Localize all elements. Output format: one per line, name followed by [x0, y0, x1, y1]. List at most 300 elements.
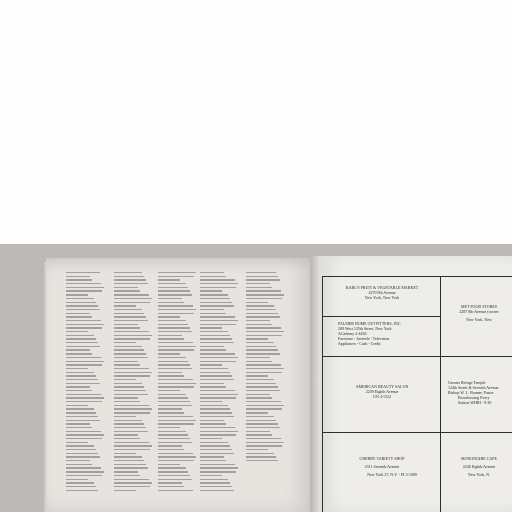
name-entry-line [200, 449, 232, 450]
name-entry-line [200, 405, 228, 406]
name-entry-line [158, 272, 196, 273]
name-entry-line [158, 283, 186, 284]
name-entry-line [200, 327, 222, 328]
name-entry-line [200, 302, 232, 303]
name-entry-line [66, 346, 100, 347]
name-entry-line [66, 442, 88, 443]
name-entry-line [114, 464, 146, 465]
name-entry-line [200, 294, 228, 295]
name-entry-line [66, 361, 104, 362]
name-entry-line [66, 364, 102, 365]
name-entry-line [114, 342, 136, 343]
name-entry-line [158, 313, 194, 314]
name-entry-line [246, 412, 268, 413]
name-entry-line [158, 471, 188, 472]
name-entry-line [114, 309, 142, 310]
name-entry-line [158, 316, 180, 317]
name-entry-line [158, 279, 180, 280]
name-entry-line [246, 313, 278, 314]
name-entry-line [158, 338, 184, 339]
name-entry-line [246, 386, 278, 387]
name-entry-line [200, 423, 226, 424]
name-entry-line [246, 331, 284, 332]
ad-line: 124th Street & Seventh Avenue [448, 385, 499, 390]
name-entry-line [246, 423, 278, 424]
name-entry-line [200, 309, 224, 310]
name-entry-line [114, 479, 149, 480]
name-entry-line [66, 349, 90, 350]
name-entry-line [114, 331, 149, 332]
name-entry-line [114, 320, 148, 321]
name-entry-line [114, 316, 146, 317]
name-entry-line [246, 394, 270, 395]
name-entry-line [246, 405, 284, 406]
name-entry-line [158, 456, 196, 457]
ad-line: 2270 8th Avenue [368, 290, 396, 295]
name-entry-line [200, 427, 235, 428]
name-entry-line [114, 383, 142, 384]
name-entry-line [200, 353, 235, 354]
name-entry-line [66, 327, 102, 328]
name-entry-line [114, 475, 140, 476]
name-entry-line [114, 442, 149, 443]
name-entry-line [200, 456, 224, 457]
name-entry-line [66, 431, 101, 432]
name-entry-line [200, 434, 236, 435]
name-entry-line [66, 298, 94, 299]
name-entry-line [158, 379, 193, 380]
name-entry-line [114, 397, 138, 398]
name-entry-line [246, 272, 276, 273]
name-entry-line [114, 279, 146, 280]
name-entry-line [158, 290, 190, 291]
ad-line: Station WHBI - 9:30 [458, 400, 492, 405]
name-entry-line [246, 335, 282, 336]
name-entry-line [66, 434, 104, 435]
name-entry-line [246, 320, 270, 321]
ad-line: 2311 Seventh Avenue [364, 464, 400, 469]
name-entry-line [200, 335, 230, 336]
name-entry-line [246, 442, 284, 443]
name-entry-line [66, 408, 94, 409]
ad-palmer-home [338, 321, 438, 346]
name-entry-line [200, 338, 232, 339]
name-entry-line [114, 471, 138, 472]
ad-title: PALMER HOME OUTFITTERS, INC. [338, 321, 402, 326]
grid-rule [322, 356, 512, 357]
name-entry-line [158, 397, 188, 398]
name-entry-line [158, 490, 193, 491]
name-entry-line [114, 272, 142, 273]
name-entry-line [114, 305, 136, 306]
name-entry-line [114, 379, 136, 380]
name-entry-line [158, 405, 192, 406]
name-entry-line [158, 353, 180, 354]
name-entry-line [200, 364, 222, 365]
name-entry-line [200, 471, 236, 472]
ad-mononghie-cafe [446, 456, 512, 477]
name-entry-line [158, 287, 188, 288]
name-entry-line [246, 368, 284, 369]
ad-title: Greater Refuge Temple [448, 380, 486, 385]
name-entry-line [158, 386, 194, 387]
name-entry-line [246, 294, 284, 295]
name-entry-line [114, 456, 142, 457]
name-entry-line [246, 287, 272, 288]
name-entry-line [114, 283, 148, 284]
name-entry-line [200, 420, 224, 421]
ad-line: 2287 8th Avenue (corner [459, 309, 499, 314]
name-column [158, 272, 198, 512]
name-entry-line [158, 401, 190, 402]
ad-title: AMERICAN BEAUTY SALON [355, 384, 409, 389]
name-entry-line [200, 442, 228, 443]
name-entry-line [200, 298, 230, 299]
ad-line: New York, N. [467, 472, 491, 477]
name-entry-line [114, 490, 136, 491]
name-column [114, 272, 154, 512]
name-entry-line [200, 390, 235, 391]
name-entry-line [66, 320, 101, 321]
name-entry-line [200, 490, 234, 491]
ad-line: ACademy 2-4436 [338, 331, 367, 336]
name-entry-line [158, 394, 186, 395]
name-entry-line [158, 309, 196, 310]
name-entry-line [246, 346, 276, 347]
name-entry-line [246, 420, 276, 421]
name-entry-line [158, 298, 182, 299]
name-entry-line [66, 423, 90, 424]
name-entry-line [158, 445, 182, 446]
name-entry-line [66, 305, 98, 306]
name-entry-line [114, 467, 148, 468]
name-entry-line [66, 357, 101, 358]
name-entry-line [158, 324, 188, 325]
name-entry-line [66, 482, 94, 483]
grid-rule [440, 276, 441, 512]
name-entry-line [200, 482, 230, 483]
ad-line: 2259 Eighth Avenue [365, 389, 399, 394]
ad-line: 208 West 125th Street, New York [338, 326, 392, 331]
name-entry-line [158, 431, 186, 432]
name-entry-line [114, 386, 144, 387]
name-entry-line [66, 375, 96, 376]
name-entry-line [158, 320, 186, 321]
name-column [200, 272, 240, 512]
name-entry-line [114, 445, 152, 446]
name-entry-line [66, 379, 98, 380]
name-entry-line [114, 364, 140, 365]
name-entry-line [114, 390, 146, 391]
name-entry-line [66, 338, 96, 339]
name-entry-line [66, 416, 98, 417]
name-entry-line [200, 416, 234, 417]
name-entry-line [158, 420, 196, 421]
name-entry-line [158, 346, 196, 347]
ad-title: MET FOOD STORES [460, 304, 498, 309]
name-entry-line [246, 276, 278, 277]
name-entry-line [246, 434, 272, 435]
name-entry-line [66, 283, 101, 284]
name-entry-line [200, 290, 222, 291]
name-entry-line [200, 372, 230, 373]
name-entry-line [246, 309, 276, 310]
name-entry-line [114, 353, 146, 354]
name-entry-line [200, 342, 234, 343]
name-entry-line [200, 346, 224, 347]
name-entry-line [114, 420, 142, 421]
name-entry-line [66, 490, 98, 491]
name-entry-line [114, 394, 148, 395]
name-entry-line [200, 397, 236, 398]
grid-rule [322, 316, 440, 317]
name-entry-line [246, 397, 272, 398]
name-entry-line [66, 456, 100, 457]
name-entry-line [246, 316, 280, 317]
name-entry-line [246, 305, 274, 306]
name-entry-line [158, 294, 192, 295]
name-entry-line [66, 397, 104, 398]
name-entry-line [200, 394, 238, 395]
name-entry-line [158, 368, 192, 369]
name-entry-line [246, 279, 280, 280]
name-entry-line [200, 324, 236, 325]
name-entry-line [66, 272, 100, 273]
name-entry-line [114, 423, 144, 424]
name-entry-line [200, 305, 234, 306]
name-entry-line [66, 412, 96, 413]
name-entry-line [200, 479, 228, 480]
grid-rule [322, 276, 512, 277]
ad-line: 2240 Eighth Avenue [462, 464, 496, 469]
name-entry-line [66, 445, 94, 446]
ad-line: UN 4-1522 [372, 394, 392, 399]
name-entry-line [66, 294, 88, 295]
name-entry-line [200, 445, 230, 446]
name-entry-line [66, 420, 100, 421]
name-entry-line [66, 486, 96, 487]
name-entry-line [200, 349, 226, 350]
name-entry-line [246, 449, 268, 450]
name-entry-line [114, 408, 152, 409]
name-entry-line [158, 486, 184, 487]
name-entry-line [246, 375, 268, 376]
name-entry-line [158, 416, 193, 417]
name-entry-line [66, 467, 101, 468]
name-entry-line [246, 460, 278, 461]
name-entry-line [114, 405, 149, 406]
name-entry-line [158, 475, 190, 476]
name-entry-line [200, 331, 228, 332]
name-entry-line [66, 386, 90, 387]
name-entry-line [200, 475, 222, 476]
name-entry-line [158, 342, 193, 343]
name-entry-line [200, 386, 226, 387]
name-entry-line [66, 279, 92, 280]
name-entry-line [246, 324, 272, 325]
name-entry-line [158, 349, 194, 350]
name-entry-line [158, 375, 184, 376]
name-entry-line [158, 434, 188, 435]
name-entry-line [158, 467, 186, 468]
name-entry-line [66, 405, 88, 406]
name-entry-line [158, 449, 184, 450]
ad-line: Bishop W. L. Bonner, Pastor [448, 390, 494, 395]
name-entry-line [246, 302, 268, 303]
name-entry-line [114, 361, 138, 362]
name-entry-line [200, 279, 235, 280]
name-entry-line [246, 379, 274, 380]
name-entry-line [66, 383, 100, 384]
name-entry-line [66, 401, 102, 402]
name-entry-line [158, 464, 180, 465]
name-entry-line [114, 357, 148, 358]
name-entry-line [246, 342, 274, 343]
name-entry-line [158, 364, 190, 365]
advertisement-grid [322, 276, 512, 512]
name-entry-line [158, 357, 186, 358]
name-entry-line [200, 383, 224, 384]
name-entry-line [158, 390, 180, 391]
name-entry-line [114, 276, 144, 277]
name-entry-line [158, 408, 182, 409]
name-entry-line [114, 401, 140, 402]
name-entry-line [66, 335, 94, 336]
ad-line: Furniture - Juvenile - Television [338, 336, 390, 341]
name-entry-line [114, 460, 144, 461]
ad-greater-refuge [448, 380, 512, 405]
name-entry-line [66, 475, 102, 476]
name-entry-line [200, 283, 238, 284]
name-entry-line [246, 445, 282, 446]
name-entry-line [66, 449, 96, 450]
ad-line: New York 27, N.Y. - FI 3-1080 [367, 472, 417, 477]
name-entry-line [246, 353, 280, 354]
name-entry-line [114, 338, 150, 339]
name-entry-line [200, 287, 236, 288]
ad-karls-market [328, 285, 436, 300]
name-entry-line [200, 401, 222, 402]
name-entry-line [114, 431, 148, 432]
name-entry-line [158, 479, 192, 480]
ad-title: MONONGHIE CAFE [461, 456, 497, 461]
name-entry-line [246, 290, 281, 291]
name-entry-line [200, 467, 238, 468]
ad-cherry-variety [328, 456, 436, 477]
name-column [246, 272, 286, 512]
name-entry-line [158, 460, 194, 461]
name-entry-line [114, 324, 138, 325]
ad-line: Appliances - Cash - Credit [338, 341, 381, 346]
ad-line: New York, New York [364, 295, 400, 300]
name-entry-line [158, 361, 188, 362]
name-entry-line [158, 331, 192, 332]
name-entry-line [200, 361, 236, 362]
name-entry-line [246, 283, 270, 284]
name-entry-line [158, 482, 182, 483]
name-entry-line [114, 486, 150, 487]
name-entry-line [114, 335, 152, 336]
name-entry-line [66, 353, 92, 354]
name-entry-line [114, 482, 152, 483]
name-entry-line [114, 427, 146, 428]
name-entry-line [114, 375, 150, 376]
name-entry-line [200, 460, 226, 461]
name-entry-line [200, 453, 234, 454]
name-entry-line [246, 390, 280, 391]
name-entry-line [200, 276, 226, 277]
name-entry-line [114, 453, 136, 454]
name-entry-line [200, 316, 235, 317]
name-entry-line [66, 427, 92, 428]
ad-title: CHERRY VARIETY SHOP [359, 456, 405, 461]
name-entry-line [200, 375, 232, 376]
name-entry-line [66, 372, 94, 373]
name-entry-line [114, 438, 140, 439]
name-entry-line [200, 272, 224, 273]
name-entry-line [66, 276, 90, 277]
name-entry-line [114, 287, 138, 288]
name-entry-line [114, 349, 144, 350]
name-entry-line [114, 368, 149, 369]
name-entry-line [200, 357, 238, 358]
name-entry-line [114, 416, 136, 417]
name-entry-line [158, 412, 184, 413]
name-entry-line [246, 327, 281, 328]
name-entry-line [114, 412, 150, 413]
name-entry-line [200, 368, 228, 369]
name-entry-line [200, 412, 232, 413]
name-entry-line [158, 372, 182, 373]
name-entry-line [158, 335, 182, 336]
name-entry-line [66, 471, 104, 472]
name-entry-line [66, 316, 92, 317]
name-entry-line [158, 276, 194, 277]
name-entry-line [158, 302, 184, 303]
ad-met-food [446, 304, 512, 322]
ad-american-beauty [328, 384, 436, 399]
name-entry-line [246, 408, 282, 409]
name-entry-line [66, 464, 92, 465]
name-entry-line [66, 331, 88, 332]
grid-rule [322, 276, 323, 512]
name-entry-line [246, 338, 268, 339]
name-entry-line [246, 416, 274, 417]
name-entry-line [200, 408, 230, 409]
name-entry-line [158, 327, 190, 328]
name-column [66, 272, 106, 512]
name-entry-line [200, 464, 235, 465]
name-entry-line [246, 372, 282, 373]
name-entry-line [66, 368, 88, 369]
name-entry-line [66, 438, 102, 439]
name-entry-line [66, 287, 104, 288]
ad-line: New York, New [466, 317, 492, 322]
name-entry-line [114, 434, 138, 435]
name-entry-line [246, 456, 276, 457]
name-entry-line [200, 320, 238, 321]
grid-rule [322, 432, 512, 433]
name-entry-line [158, 383, 196, 384]
name-entry-line [200, 438, 222, 439]
name-entry-line [114, 290, 140, 291]
name-entry-line [158, 453, 193, 454]
ad-line: Broadcasting Every [458, 395, 490, 400]
name-entry-line [246, 361, 272, 362]
name-entry-line [158, 423, 194, 424]
name-entry-line [246, 427, 280, 428]
name-entry-line [114, 294, 149, 295]
